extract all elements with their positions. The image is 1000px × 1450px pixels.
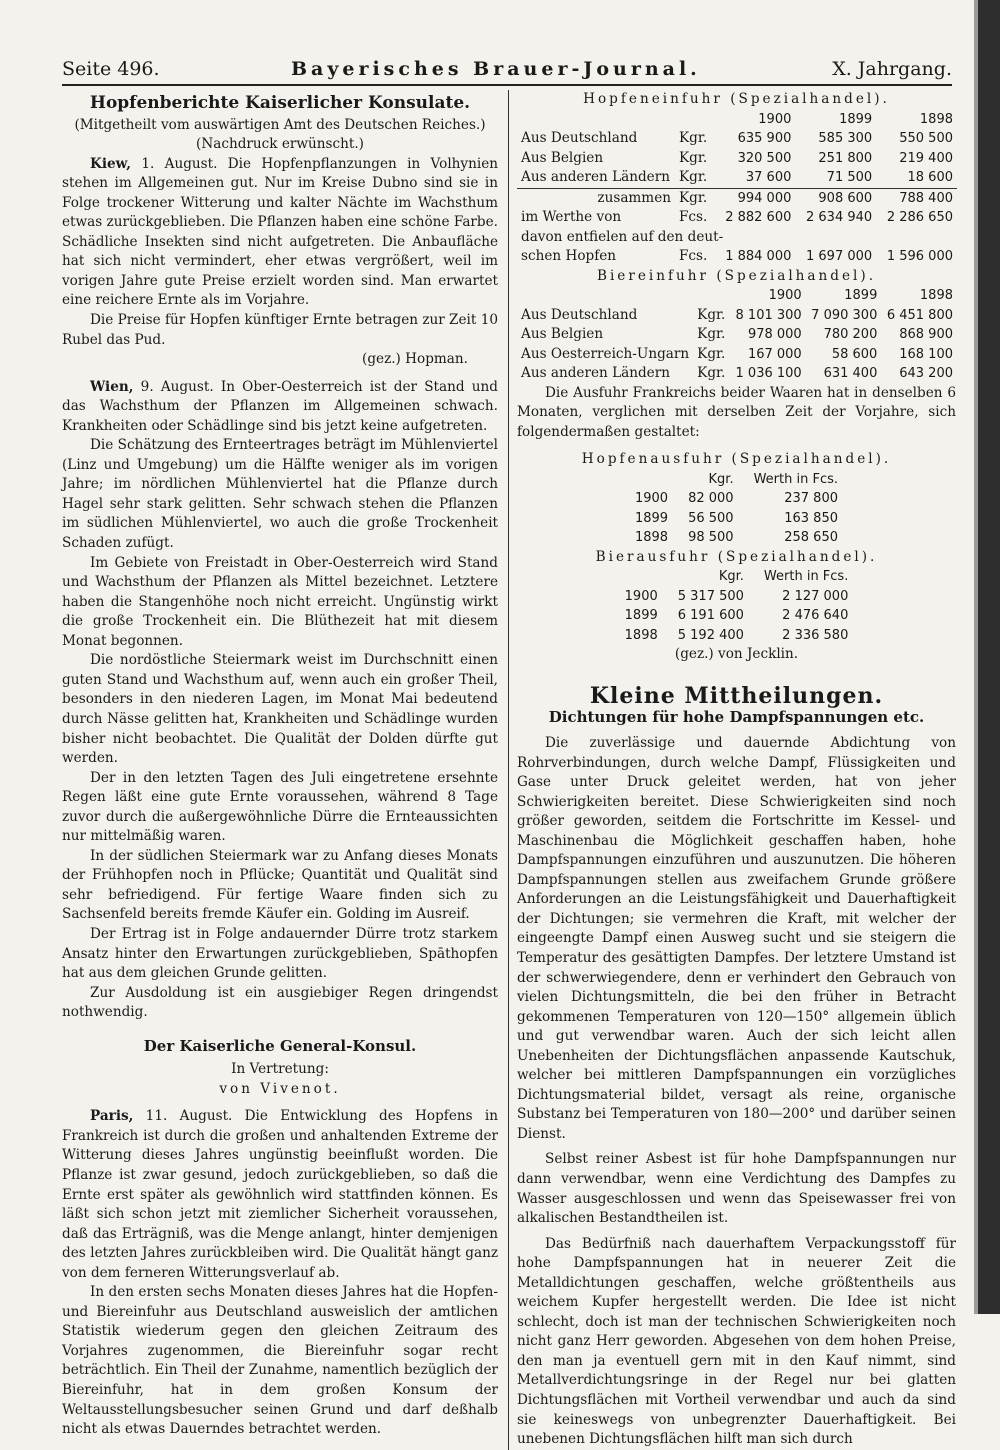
cell-value: 56 500 — [688, 510, 734, 526]
year-cell: 1898 — [634, 530, 669, 546]
table-row — [517, 247, 957, 267]
cell-value: 550 500 — [899, 131, 953, 147]
year-header: 1900 — [758, 111, 792, 127]
table-row — [517, 306, 957, 326]
article-title: Hopfenberichte Kaiserlicher Konsulate. — [89, 93, 471, 113]
row-label: schen Hopfen — [521, 248, 617, 265]
column-header: Werth in Fcs. — [753, 471, 838, 487]
table-row — [517, 208, 957, 228]
article-paragraph-1: Die zuverlässige und dauernde Abdichtung von Rohrverbindungen, durch welche Dampf, Flüssigkeiten und Gase unter Druck geleitet werden, hat von jeher Schwierigkeiten bereitet. Diese Schwierigkeiten sind noch größer geworden, seitdem die Fortschritte im Kessel- und Maschinenbau die Möglichkeit geschaffen haben, hohe Dampfspannungen einzuführen und auszunutzen. Die höheren Dampfspannungen stellen aus zweifachem Grunde größere Anforderungen an die Leistungsfähigkeit und Dauerhaftigkeit der Dichtungen; sie vermehren die Kraft, mit welcher der eingeengte Dampf einen Ausweg sucht und sie steigern die Temperatur des gesättigten Dampfes. Der letztere Umstand ist der schwerwiegendere, denn er verhindert den Gebrauch von vielen Dichtungsmitteln, die bei den früher in Betracht gekommenen Temperaturen von 120—150° allgemein üblich und gut verwendbar waren. Auch der sich leicht allen Unebenheiten der Dichtungsflächen anpassende Kautschuk, welcher bei mittleren Dampfspannungen ein vorzügliches Dichtungsmaterial bildet, versagt als reine, organische Substanz bei Temperaturen von 180—200° und darüber seinen Dienst. — [517, 734, 956, 1142]
cell-value: 2 336 580 — [782, 627, 849, 643]
unit-label: Kgr. — [679, 149, 708, 166]
year-cell: 1899 — [634, 510, 669, 526]
total-label: zusammen — [517, 188, 675, 208]
hopfeneinfuhr-table — [517, 110, 957, 267]
column-header: Werth in Fcs. — [763, 569, 849, 585]
unit-label: Kgr. — [679, 130, 708, 147]
cell-value: 5 317 500 — [677, 588, 744, 604]
cell-value: 868 900 — [899, 327, 953, 343]
cell-value: 788 400 — [876, 188, 957, 208]
cell-value: 2 634 940 — [806, 210, 873, 226]
year-header: 1899 — [839, 111, 873, 127]
cell-value: 8 101 300 — [735, 307, 802, 323]
cell-value: 71 500 — [826, 170, 873, 186]
general-consul-name: von Vivenot. — [219, 1080, 341, 1097]
unit-label: Kgr. — [697, 326, 726, 343]
cell-value: 7 090 300 — [811, 307, 878, 323]
wien-text: 9. August. In Ober-Oesterreich ist der Stand und das Wachsthum der Pflanzen im Allgemeinen schwach. Krankheiten oder Schädlinge sind bis jetzt keine aufgetreten. — [62, 378, 498, 434]
dateline-kiew: Kiew, — [90, 155, 131, 172]
dateline-wien: Wien, — [90, 378, 134, 395]
year-cell: 1900 — [624, 588, 658, 604]
row-label: Aus anderen Ländern — [521, 169, 670, 186]
right-column — [508, 90, 956, 1450]
column-header: Kgr. — [708, 471, 734, 487]
page-edge — [978, 0, 1000, 1314]
row-label: Aus Deutschland — [521, 306, 638, 323]
page-header — [62, 58, 952, 86]
table-header-row — [615, 567, 859, 587]
table-row — [625, 509, 848, 529]
table-row — [517, 325, 957, 345]
column-header: Kgr. — [718, 569, 744, 585]
section-heading: Kleine Mittheilungen. — [589, 682, 884, 709]
row-label: Aus Oesterreich-Ungarn — [521, 345, 690, 362]
wien-paragraph-5: Der in den letzten Tagen des Juli eingetretene ersehnte Regen läßt eine gute Ernte voraussehen, während 8 Tage zuvor durch die außergewöhnliche Dürre die Ernteaussichten nur mittelmäßig waren. — [62, 769, 498, 845]
wien-report — [62, 378, 498, 437]
row-label: Aus Deutschland — [521, 130, 638, 147]
cell-value: 251 800 — [818, 150, 873, 166]
cell-value: 1 884 000 — [725, 249, 792, 265]
cell-value: 6 191 600 — [677, 608, 744, 624]
row-label: davon entfielen auf den deut- — [521, 228, 724, 245]
kiew-prices: Die Preise für Hopfen künftiger Ernte betragen zur Zeit 10 Rubel das Pud. — [62, 312, 498, 348]
unit-label: Kgr. — [675, 188, 715, 208]
page-number: Seite 496. — [62, 58, 160, 80]
year-header: 1898 — [919, 288, 953, 304]
year-cell: 1898 — [624, 627, 658, 643]
cell-value: 585 300 — [818, 131, 873, 147]
cell-value: 635 900 — [737, 131, 792, 147]
row-label: Aus Belgien — [521, 326, 604, 343]
bierausfuhr-title: Bierausfuhr (Spezialhandel). — [595, 548, 878, 565]
cell-value: 320 500 — [737, 150, 792, 166]
article-source: (Mitgetheilt vom auswärtigen Amt des Deutschen Reiches.) — [74, 116, 486, 133]
row-label: im Werthe von — [521, 209, 622, 226]
unit-label: Kgr. — [697, 345, 726, 362]
cell-value: 258 650 — [784, 530, 838, 546]
cell-value: 37 600 — [745, 170, 792, 186]
unit-label: Kgr. — [697, 365, 726, 382]
article-paragraph-3: Das Bedürfniß nach dauerhaftem Verpackungsstoff für hohe Dampfspannungen hat in neuerer Zeit die Metalldichtungen geschaffen, welche größtentheils aus weichem Kupfer hergestellt werden. Die Idee ist nicht schlecht, doch ist man der technischen Schwierigkeiten noch nicht ganz Herr geworden. Abgesehen von dem hohen Preise, den man ja eventuell gern mit in den Kauf nimmt, sind Metallverdichtungsringe in der Regel nur bei glatten Dichtungsflächen mit Vortheil verwendbar und auch da sind sie keineswegs von unbegrenzter Dauerhaftigkeit. Bei unebenen Dichtungsflächen hilft man sich durch — [517, 1235, 956, 1448]
cell-value: 168 100 — [899, 346, 953, 362]
hopfenausfuhr-table — [625, 470, 848, 548]
cell-value: 2 476 640 — [782, 608, 849, 624]
unit-label: Kgr. — [697, 306, 726, 323]
cell-value: 82 000 — [688, 491, 734, 507]
article-paragraph-2: Selbst reiner Asbest ist für hohe Dampfspannungen nur dann verwendbar, wenn eine Verdichtung des Dampfes zu Wasser ausgeschlossen und wenn das Speisewasser frei von alkalischen Bestandtheilen ist. — [517, 1151, 956, 1227]
cell-value: 167 000 — [747, 346, 802, 362]
cell-value: 219 400 — [899, 150, 953, 166]
cell-value: 780 200 — [823, 327, 878, 343]
cell-value: 58 600 — [831, 346, 878, 362]
dateline-paris: Paris, — [90, 1108, 134, 1125]
paris-paragraph-2: In den ersten sechs Monaten dieses Jahres hat die Hopfen- und Biereinfuhr aus Deutschland ausweislich der amtlichen Statistik wiederum gegen den gleichen Zeitraum des Vorjahres zugenommen, die Biereinfuhr sogar recht beträchtlich. Ein Theil der Zunahme, namentlich bezüglich der Biereinfuhr, hat in dem großen Konsum der Weltausstellungsbesucher seinen Grund und darf deßhalb nicht als etwas Dauerndes betrachtet werden. — [62, 1284, 498, 1438]
table-row — [517, 228, 957, 248]
cell-value: 643 200 — [899, 366, 953, 382]
cell-value: 2 882 600 — [725, 210, 792, 226]
table-row — [517, 168, 957, 188]
bierausfuhr-table — [615, 567, 859, 645]
cell-value: 5 192 400 — [677, 627, 744, 643]
table-header-row — [625, 470, 848, 490]
kiew-signature: (gez.) Hopman. — [362, 351, 468, 368]
wien-paragraph-4: Die nordöstliche Steiermark weist im Durchschnitt einen guten Stand und Wachsthum auf, wenn auch ein großer Theil, besonders in den niederen Lagen, im Monat Mai bedeutend durch Nässe gelitten hat, Krankheiten und Schädlinge wurden bisher nicht beobachtet. Die Qualität der Dolden dürfte gut werden. — [62, 652, 498, 767]
paris-text: 11. August. Die Entwicklung des Hopfens in Frankreich ist durch die großen und anhaltenden Extreme der Witterung dieses Jahres ungünstig beeinflußt worden. Die Pflanze ist zwar gesund, jedoch zurückgeblieben, so daß die Ernte erst später als gewöhnlich wird stattfinden können. Es läßt sich schon jetzt mit ziemlicher Sicherheit voraussehen, daß das Erträgniß, was die Menge anlangt, hinter demjenigen des letzten Jahres zurückbleiben wird. Die Qualität hängt ganz von dem ferneren Witterungsverlauf ab. — [62, 1108, 498, 1281]
biereinfuhr-title: Biereinfuhr (Spezialhandel). — [596, 267, 877, 284]
table-total-row — [517, 188, 957, 208]
unit-label: Fcs. — [679, 209, 708, 226]
table-row — [517, 129, 957, 149]
cell-value: 18 600 — [907, 170, 953, 186]
row-label: Aus anderen Ländern — [521, 365, 670, 382]
cell-value: 6 451 800 — [886, 307, 953, 323]
cell-value: 2 286 650 — [886, 210, 953, 226]
journal-title: Bayerisches Brauer-Journal. — [290, 58, 701, 80]
unit-label: Kgr. — [679, 169, 708, 186]
table-row — [625, 528, 848, 548]
general-consul-deputy: In Vertretung: — [231, 1061, 329, 1078]
table-header-row — [517, 110, 957, 130]
unit-label: Fcs. — [679, 248, 708, 265]
hopfeneinfuhr-title: Hopfeneinfuhr (Spezialhandel). — [583, 91, 890, 107]
cell-value: 163 850 — [784, 510, 838, 526]
hopfenausfuhr-title: Hopfenausfuhr (Spezialhandel). — [581, 451, 892, 468]
table-row — [615, 606, 859, 626]
cell-value: 1 596 000 — [886, 249, 953, 265]
year-header: 1900 — [768, 288, 802, 304]
general-consul-heading: Der Kaiserliche General-Konsul. — [143, 1036, 417, 1055]
table-row — [615, 587, 859, 607]
consulate-signature: (gez.) von Jecklin. — [674, 646, 799, 663]
cell-value: 978 000 — [747, 327, 802, 343]
table-row — [517, 345, 957, 365]
wien-paragraph-8: Zur Ausdoldung ist ein ausgiebiger Regen dringendst nothwendig. — [62, 984, 498, 1021]
table-row — [625, 489, 848, 509]
cell-value: 237 800 — [784, 491, 838, 507]
wien-paragraph-7: Der Ertrag ist in Folge andauernder Dürre trotz starkem Ansatz hinter den Erwartungen zurückgeblieben, Spāthopfen hat aus dem gleichen Grunde gelitten. — [62, 925, 498, 982]
article-heading: Dichtungen für hohe Dampfspannungen etc. — [548, 708, 925, 727]
row-label: Aus Belgien — [521, 149, 604, 166]
table-row — [615, 626, 859, 646]
cell-value: 98 500 — [688, 530, 734, 546]
volume-label: X. Jahrgang. — [832, 58, 952, 80]
year-cell: 1899 — [624, 608, 658, 624]
wien-paragraph-2: Die Schätzung des Ernteertrages beträgt im Mühlenviertel (Linz und Umgebung) um die Hälfte weniger als im vorigen Jahre; im nördlichen Mühlenviertel hat die Pflanze durch Hagel sehr stark gelitten. Sehr schwach stehen die Pflanzen im südlichen Mühlenviertel, wo auch die große Trockenheit Schaden zufügt. — [62, 437, 498, 552]
cell-value: 908 600 — [795, 188, 876, 208]
kiew-report — [62, 155, 498, 311]
cell-value: 1 036 100 — [735, 366, 802, 382]
paris-report — [62, 1107, 498, 1283]
columns — [62, 90, 956, 1450]
table-row — [517, 149, 957, 169]
table-header-row — [517, 286, 957, 306]
ausfuhr-intro: Die Ausfuhr Frankreichs beider Waaren hat in denselben 6 Monaten, verglichen mit derselben Zeit der Vorjahre, sich folgendermaßen gestaltet: — [517, 384, 956, 440]
biereinfuhr-table — [517, 286, 957, 384]
wien-paragraph-3: Im Gebiete von Freistadt in Ober-Oesterreich wird Stand und Wachsthum der Pflanzen als Mittel bezeichnet. Letztere haben die Stangenhöhe noch nicht erreicht. Ungünstig wirkt die große Trockenheit ein. Die Blüthezeit hat mit diesem Monat begonnen. — [62, 554, 498, 649]
cell-value: 631 400 — [823, 366, 878, 382]
reprint-note: (Nachdruck erwünscht.) — [196, 136, 364, 153]
cell-value: 2 127 000 — [782, 588, 849, 604]
year-cell: 1900 — [634, 491, 669, 507]
wien-paragraph-6: In der südlichen Steiermark war zu Anfang dieses Monats der Frühhopfen noch in Pflücke; Quantität und Qualität sind sehr befriedigend. Für fertige Waare finden sich zu Sachsenfeld bereits fremde Käufer ein. Golding im Ausreif. — [62, 847, 498, 923]
cell-value: 994 000 — [715, 188, 796, 208]
left-column — [62, 90, 508, 1450]
year-header: 1899 — [844, 288, 878, 304]
year-header: 1898 — [919, 111, 953, 127]
cell-value: 1 697 000 — [806, 249, 873, 265]
kiew-text: 1. August. Die Hopfenpflanzungen in Volhynien stehen im Allgemeinen gut. Nur im Kreise Dubno sind sie in Folge trockener Witterung und kalter Nächte im Wachsthum etwas zurückgeblieben. Die Pflanzen haben eine schöne Farbe. Schädliche Insekten sind nicht aufgetreten. Die Anbaufläche hat sich nicht vermindert, eher etwas vergrößert, weil im vorigen Jahre gute Preise erzielt worden sind. Man erwartet eine reichere Ernte als im Vorjahre. — [62, 155, 498, 309]
table-row — [517, 364, 957, 384]
